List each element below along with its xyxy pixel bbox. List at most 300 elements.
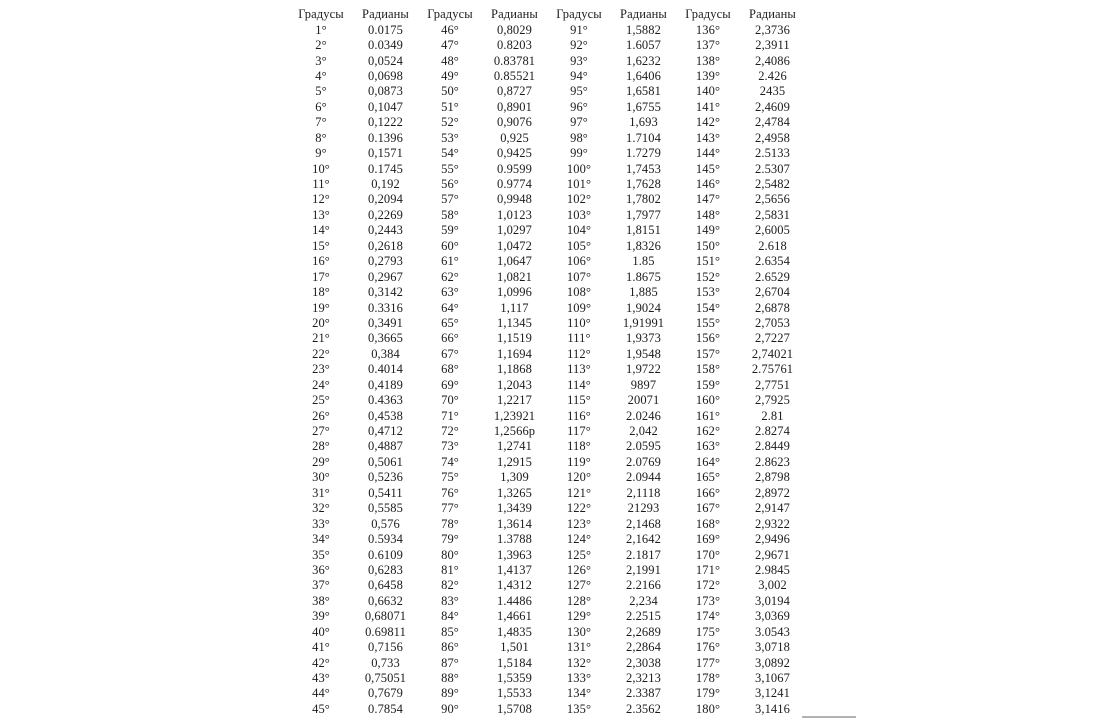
table-row [290, 300, 806, 315]
degrees-cell: 95° [570, 84, 588, 99]
radians-cell: 2,6005 [755, 223, 790, 238]
radians-cell: 3,002 [758, 578, 787, 593]
radians-cell: 1,4137 [497, 562, 532, 577]
degrees-cell: 155° [695, 315, 721, 330]
radians-cell: 1,2043 [497, 377, 532, 392]
degrees-header-cell: Градусы [556, 7, 602, 22]
radians-header-cell: Радианы [620, 7, 667, 22]
radians-cell: 0.8203 [497, 38, 532, 53]
radians-cell: 1,9373 [626, 331, 661, 346]
degrees-cell: 167° [695, 501, 721, 516]
radians-cell: 2,7925 [755, 393, 790, 408]
degrees-cell: 34° [312, 532, 330, 547]
degrees-cell: 121° [566, 485, 592, 500]
degrees-cell: 105° [566, 238, 592, 253]
radians-header-cell: Радианы [491, 7, 538, 22]
degrees-cell: 151° [695, 254, 721, 269]
degrees-cell: 140° [695, 84, 721, 99]
radians-cell: 2,4784 [755, 115, 790, 130]
degrees-cell: 8° [315, 130, 327, 145]
radians-cell: 2.3387 [626, 686, 661, 701]
degrees-cell: 104° [566, 223, 592, 238]
degrees-cell: 128° [566, 593, 592, 608]
radians-cell: 2,74021 [751, 346, 794, 361]
degrees-cell: 127° [566, 578, 592, 593]
degrees-cell: 58° [441, 207, 459, 222]
table-row [290, 640, 806, 655]
degrees-cell: 173° [695, 593, 721, 608]
degrees-cell: 33° [312, 516, 330, 531]
table-row [290, 146, 806, 161]
degrees-cell: 124° [566, 532, 592, 547]
degrees-cell: 13° [312, 207, 330, 222]
degrees-cell: 106° [566, 254, 592, 269]
degrees-cell: 54° [441, 146, 459, 161]
degrees-cell: 149° [695, 223, 721, 238]
radians-cell: 1,9722 [626, 362, 661, 377]
degrees-cell: 1° [315, 22, 327, 37]
degrees-cell: 150° [695, 238, 721, 253]
degrees-cell: 101° [566, 177, 592, 192]
radians-cell: 0,6458 [368, 578, 403, 593]
radians-cell: 2.81 [761, 408, 784, 423]
radians-cell: 2,1118 [626, 485, 661, 500]
table-header [290, 7, 806, 22]
degrees-cell: 74° [441, 454, 459, 469]
degrees-cell: 148° [695, 207, 721, 222]
degrees-cell: 96° [570, 99, 588, 114]
radians-cell: 0,6632 [368, 593, 403, 608]
degrees-cell: 59° [441, 223, 459, 238]
radians-cell: 1,3963 [497, 547, 532, 562]
degrees-cell: 39° [312, 609, 330, 624]
degrees-cell: 177° [695, 655, 721, 670]
radians-cell: 1,2915 [497, 454, 532, 469]
table-row [290, 316, 806, 331]
radians-cell: 0.1396 [368, 130, 403, 145]
radians-cell: 0,733 [371, 655, 400, 670]
radians-cell: 2,3736 [755, 22, 790, 37]
degrees-cell: 49° [441, 68, 459, 83]
degrees-cell: 107° [566, 269, 592, 284]
radians-cell: 0,2793 [368, 254, 403, 269]
table-row [290, 115, 806, 130]
degrees-cell: 42° [312, 655, 330, 670]
degrees-cell: 24° [312, 377, 330, 392]
radians-cell: 0,192 [371, 177, 400, 192]
table-row [290, 439, 806, 454]
table-row [290, 671, 806, 686]
degrees-cell: 70° [441, 393, 459, 408]
radians-cell: 0.4363 [368, 393, 403, 408]
degrees-cell: 35° [312, 547, 330, 562]
degrees-cell: 170° [695, 547, 721, 562]
radians-cell: 0,4887 [368, 439, 403, 454]
radians-cell: 0,576 [371, 516, 400, 531]
table-row [290, 378, 806, 393]
radians-cell: 0,3142 [368, 285, 403, 300]
radians-cell: 1,0821 [497, 269, 532, 284]
table-row [290, 192, 806, 207]
degrees-cell: 65° [441, 315, 459, 330]
table-row [290, 131, 806, 146]
degrees-cell: 81° [441, 562, 459, 577]
radians-cell: 0.0349 [368, 38, 403, 53]
degrees-cell: 135° [566, 701, 592, 716]
degrees-cell: 88° [441, 671, 459, 686]
table-row [290, 686, 806, 701]
radians-cell: 1,8326 [626, 238, 661, 253]
table-row [290, 393, 806, 408]
degrees-cell: 90° [441, 701, 459, 716]
radians-cell: 0,7679 [368, 686, 403, 701]
radians-cell: 0.9774 [497, 177, 532, 192]
radians-cell: 1,8151 [626, 223, 661, 238]
degrees-cell: 142° [695, 115, 721, 130]
degrees-cell: 78° [441, 516, 459, 531]
radians-cell: 0.5934 [368, 532, 403, 547]
radians-cell: 2.2515 [626, 609, 661, 624]
radians-cell: 1,6581 [626, 84, 661, 99]
radians-cell: 1,5359 [497, 671, 532, 686]
degrees-cell: 176° [695, 640, 721, 655]
degrees-cell: 99° [570, 146, 588, 161]
table-row [290, 486, 806, 501]
degrees-cell: 83° [441, 593, 459, 608]
radians-cell: 0.1745 [368, 161, 403, 176]
degrees-cell: 147° [695, 192, 721, 207]
table-row [290, 408, 806, 423]
radians-cell: 0,6283 [368, 562, 403, 577]
radians-cell: 1,3614 [497, 516, 532, 531]
radians-cell: 0,0524 [368, 53, 403, 68]
radians-cell: 2.6529 [755, 269, 790, 284]
degrees-cell: 64° [441, 300, 459, 315]
radians-cell: 1,7628 [626, 177, 661, 192]
degrees-cell: 17° [312, 269, 330, 284]
degrees-cell: 117° [567, 424, 591, 439]
radians-cell: 2.0595 [626, 439, 661, 454]
degrees-cell: 123° [566, 516, 592, 531]
radians-cell: 2,1468 [626, 516, 661, 531]
radians-cell: 0,9425 [497, 146, 532, 161]
degrees-cell: 133° [566, 671, 592, 686]
table-row [290, 161, 806, 176]
degrees-cell: 115° [567, 393, 591, 408]
degrees-cell: 82° [441, 578, 459, 593]
radians-cell: 0,3665 [368, 331, 403, 346]
radians-cell: 0,8727 [497, 84, 532, 99]
radians-cell: 9897 [630, 377, 657, 392]
radians-cell: 1,2741 [497, 439, 532, 454]
radians-cell: 1,6755 [626, 99, 661, 114]
degrees-cell: 138° [695, 53, 721, 68]
radians-cell: 1.4486 [497, 593, 532, 608]
degrees-cell: 22° [312, 346, 330, 361]
degrees-cell: 75° [441, 470, 459, 485]
radians-cell: 0,2269 [368, 207, 403, 222]
radians-cell: 2,7227 [755, 331, 790, 346]
radians-cell: 2.426 [758, 68, 787, 83]
radians-cell: 2,3038 [626, 655, 661, 670]
radians-cell: 0.6109 [368, 547, 403, 562]
degrees-cell: 119° [567, 454, 591, 469]
degrees-cell: 32° [312, 501, 330, 516]
radians-cell: 0,925 [500, 130, 529, 145]
degrees-cell: 134° [566, 686, 592, 701]
degrees-cell: 53° [441, 130, 459, 145]
radians-cell: 2,1991 [626, 562, 661, 577]
degrees-cell: 126° [566, 562, 592, 577]
radians-cell: 0,5585 [368, 501, 403, 516]
radians-cell: 1,3265 [497, 485, 532, 500]
bottom-right-line [802, 716, 856, 718]
degrees-cell: 19° [312, 300, 330, 315]
degrees-cell: 137° [695, 38, 721, 53]
degrees-cell: 160° [695, 393, 721, 408]
radians-cell: 2,3911 [755, 38, 790, 53]
degrees-cell: 168° [695, 516, 721, 531]
radians-cell: 1,0647 [497, 254, 532, 269]
degrees-cell: 178° [695, 671, 721, 686]
degrees-cell: 31° [312, 485, 330, 500]
radians-cell: 2.75761 [751, 362, 794, 377]
radians-cell: 0,7156 [368, 640, 403, 655]
degrees-cell: 62° [441, 269, 459, 284]
radians-cell: 21293 [627, 501, 660, 516]
table-row [290, 347, 806, 362]
table-row [290, 239, 806, 254]
radians-cell: 1,5184 [497, 655, 532, 670]
radians-cell: 1,9548 [626, 346, 661, 361]
radians-cell: 2,7751 [755, 377, 790, 392]
degrees-cell: 112° [567, 346, 591, 361]
degrees-cell: 172° [695, 578, 721, 593]
radians-cell: 1,5533 [497, 686, 532, 701]
radians-cell: 0.9599 [497, 161, 532, 176]
degrees-cell: 5° [315, 84, 327, 99]
radians-cell: 0,5061 [368, 454, 403, 469]
table-row [290, 362, 806, 377]
degrees-cell: 102° [566, 192, 592, 207]
radians-cell: 2.618 [758, 238, 787, 253]
degrees-cell: 125° [566, 547, 592, 562]
table-row [290, 516, 806, 531]
degrees-cell: 157° [695, 346, 721, 361]
radians-cell: 0.83781 [493, 53, 536, 68]
degrees-cell: 45° [312, 701, 330, 716]
degrees-cell: 15° [312, 238, 330, 253]
degrees-cell: 165° [695, 470, 721, 485]
degrees-cell: 103° [566, 207, 592, 222]
degrees-cell: 2° [315, 38, 327, 53]
radians-cell: 1.3788 [497, 532, 532, 547]
radians-cell: 2.8449 [755, 439, 790, 454]
degrees-cell: 4° [315, 68, 327, 83]
radians-cell: 1,0996 [497, 285, 532, 300]
radians-cell: 2,9147 [755, 501, 790, 516]
radians-cell: 1,1694 [497, 346, 532, 361]
radians-cell: 2,7053 [755, 315, 790, 330]
radians-cell: 1,117 [500, 300, 529, 315]
degrees-cell: 110° [567, 315, 591, 330]
degrees-cell: 47° [441, 38, 459, 53]
degrees-cell: 44° [312, 686, 330, 701]
table-row [290, 53, 806, 68]
table-row [290, 470, 806, 485]
table-row [290, 578, 806, 593]
degrees-cell: 57° [441, 192, 459, 207]
radians-cell: 0.4014 [368, 362, 403, 377]
radians-cell: 0.7854 [368, 701, 403, 716]
degrees-header-cell: Градусы [298, 7, 344, 22]
radians-cell: 1,2566p [493, 424, 536, 439]
radians-cell: 0,4189 [368, 377, 403, 392]
radians-cell: 3,1067 [755, 671, 790, 686]
radians-cell: 0,2443 [368, 223, 403, 238]
degrees-cell: 164° [695, 454, 721, 469]
table-row [290, 177, 806, 192]
radians-cell: 1.85 [632, 254, 655, 269]
table-row [290, 269, 806, 284]
degrees-cell: 26° [312, 408, 330, 423]
degrees-cell: 169° [695, 532, 721, 547]
degrees-header-cell: Градусы [685, 7, 731, 22]
degrees-cell: 116° [567, 408, 591, 423]
radians-cell: 0,3491 [368, 315, 403, 330]
table-row [290, 208, 806, 223]
table-row [290, 609, 806, 624]
radians-cell: 1,885 [629, 285, 658, 300]
degrees-cell: 91° [570, 22, 588, 37]
degrees-cell: 145° [695, 161, 721, 176]
degrees-cell: 87° [441, 655, 459, 670]
radians-cell: 1,0123 [497, 207, 532, 222]
radians-cell: 0,384 [371, 346, 400, 361]
radians-cell: 1,1345 [497, 315, 532, 330]
radians-cell: 0,1222 [368, 115, 403, 130]
degrees-cell: 158° [695, 362, 721, 377]
degrees-cell: 3° [315, 53, 327, 68]
degrees-cell: 21° [312, 331, 330, 346]
radians-cell: 2,9322 [755, 516, 790, 531]
degrees-cell: 37° [312, 578, 330, 593]
table-row [290, 455, 806, 470]
degrees-cell: 43° [312, 671, 330, 686]
degrees-cell: 9° [315, 146, 327, 161]
radians-cell: 0,4712 [368, 424, 403, 439]
degrees-cell: 52° [441, 115, 459, 130]
radians-cell: 1,2217 [497, 393, 532, 408]
degrees-cell: 29° [312, 454, 330, 469]
radians-cell: 1,693 [629, 115, 658, 130]
degrees-cell: 154° [695, 300, 721, 315]
degrees-cell: 153° [695, 285, 721, 300]
radians-cell: 0,75051 [364, 671, 407, 686]
radians-cell: 1.7279 [626, 146, 661, 161]
radians-cell: 2,2689 [626, 624, 661, 639]
degrees-cell: 41° [312, 640, 330, 655]
degrees-cell: 6° [315, 99, 327, 114]
radians-cell: 0,1571 [368, 146, 403, 161]
radians-cell: 3.0543 [755, 624, 790, 639]
degrees-cell: 73° [441, 439, 459, 454]
radians-cell: 3,0369 [755, 609, 790, 624]
degrees-cell: 10° [312, 161, 330, 176]
radians-cell: 1,91991 [622, 315, 665, 330]
degrees-cell: 129° [566, 609, 592, 624]
degrees-cell: 97° [570, 115, 588, 130]
table-row [290, 223, 806, 238]
header-row [290, 7, 806, 22]
radians-cell: 2,042 [629, 424, 658, 439]
degrees-cell: 25° [312, 393, 330, 408]
degrees-cell: 93° [570, 53, 588, 68]
table-row [290, 625, 806, 640]
radians-cell: 1,6406 [626, 68, 661, 83]
degrees-cell: 80° [441, 547, 459, 562]
radians-cell: 1,7802 [626, 192, 661, 207]
radians-cell: 0,0873 [368, 84, 403, 99]
radians-cell: 20071 [627, 393, 660, 408]
radians-cell: 2,6704 [755, 285, 790, 300]
radians-cell: 2,8798 [755, 470, 790, 485]
degrees-cell: 48° [441, 53, 459, 68]
radians-header-cell: Радианы [749, 7, 796, 22]
table-row [290, 501, 806, 516]
radians-cell: 1,0297 [497, 223, 532, 238]
degrees-cell: 94° [570, 68, 588, 83]
degrees-cell: 109° [566, 300, 592, 315]
degrees-cell: 100° [566, 161, 592, 176]
radians-cell: 2,4609 [755, 99, 790, 114]
radians-cell: 1,7453 [626, 161, 661, 176]
degrees-cell: 174° [695, 609, 721, 624]
degrees-cell: 179° [695, 686, 721, 701]
degrees-cell: 51° [441, 99, 459, 114]
radians-cell: 1,501 [500, 640, 529, 655]
degrees-cell: 152° [695, 269, 721, 284]
degrees-cell: 92° [570, 38, 588, 53]
degrees-cell: 61° [441, 254, 459, 269]
degrees-cell: 18° [312, 285, 330, 300]
degrees-cell: 159° [695, 377, 721, 392]
radians-cell: 2,4958 [755, 130, 790, 145]
degrees-cell: 111° [567, 331, 591, 346]
radians-cell: 2.8623 [755, 454, 790, 469]
radians-cell: 0.3316 [368, 300, 403, 315]
degrees-cell: 20° [312, 315, 330, 330]
radians-cell: 2.6354 [755, 254, 790, 269]
degrees-cell: 163° [695, 439, 721, 454]
table-row [290, 331, 806, 346]
radians-cell: 1,309 [500, 470, 529, 485]
degrees-header-cell: Градусы [427, 7, 473, 22]
degrees-cell: 28° [312, 439, 330, 454]
degrees-cell: 108° [566, 285, 592, 300]
radians-cell: 2.5307 [755, 161, 790, 176]
radians-cell: 2.0769 [626, 454, 661, 469]
table-row [290, 702, 806, 717]
radians-cell: 3,1241 [755, 686, 790, 701]
table-row [290, 285, 806, 300]
radians-cell: 0,2094 [368, 192, 403, 207]
degrees-cell: 46° [441, 22, 459, 37]
radians-cell: 1,6232 [626, 53, 661, 68]
radians-cell: 2.3562 [626, 701, 661, 716]
radians-cell: 0,8901 [497, 99, 532, 114]
degrees-cell: 180° [695, 701, 721, 716]
